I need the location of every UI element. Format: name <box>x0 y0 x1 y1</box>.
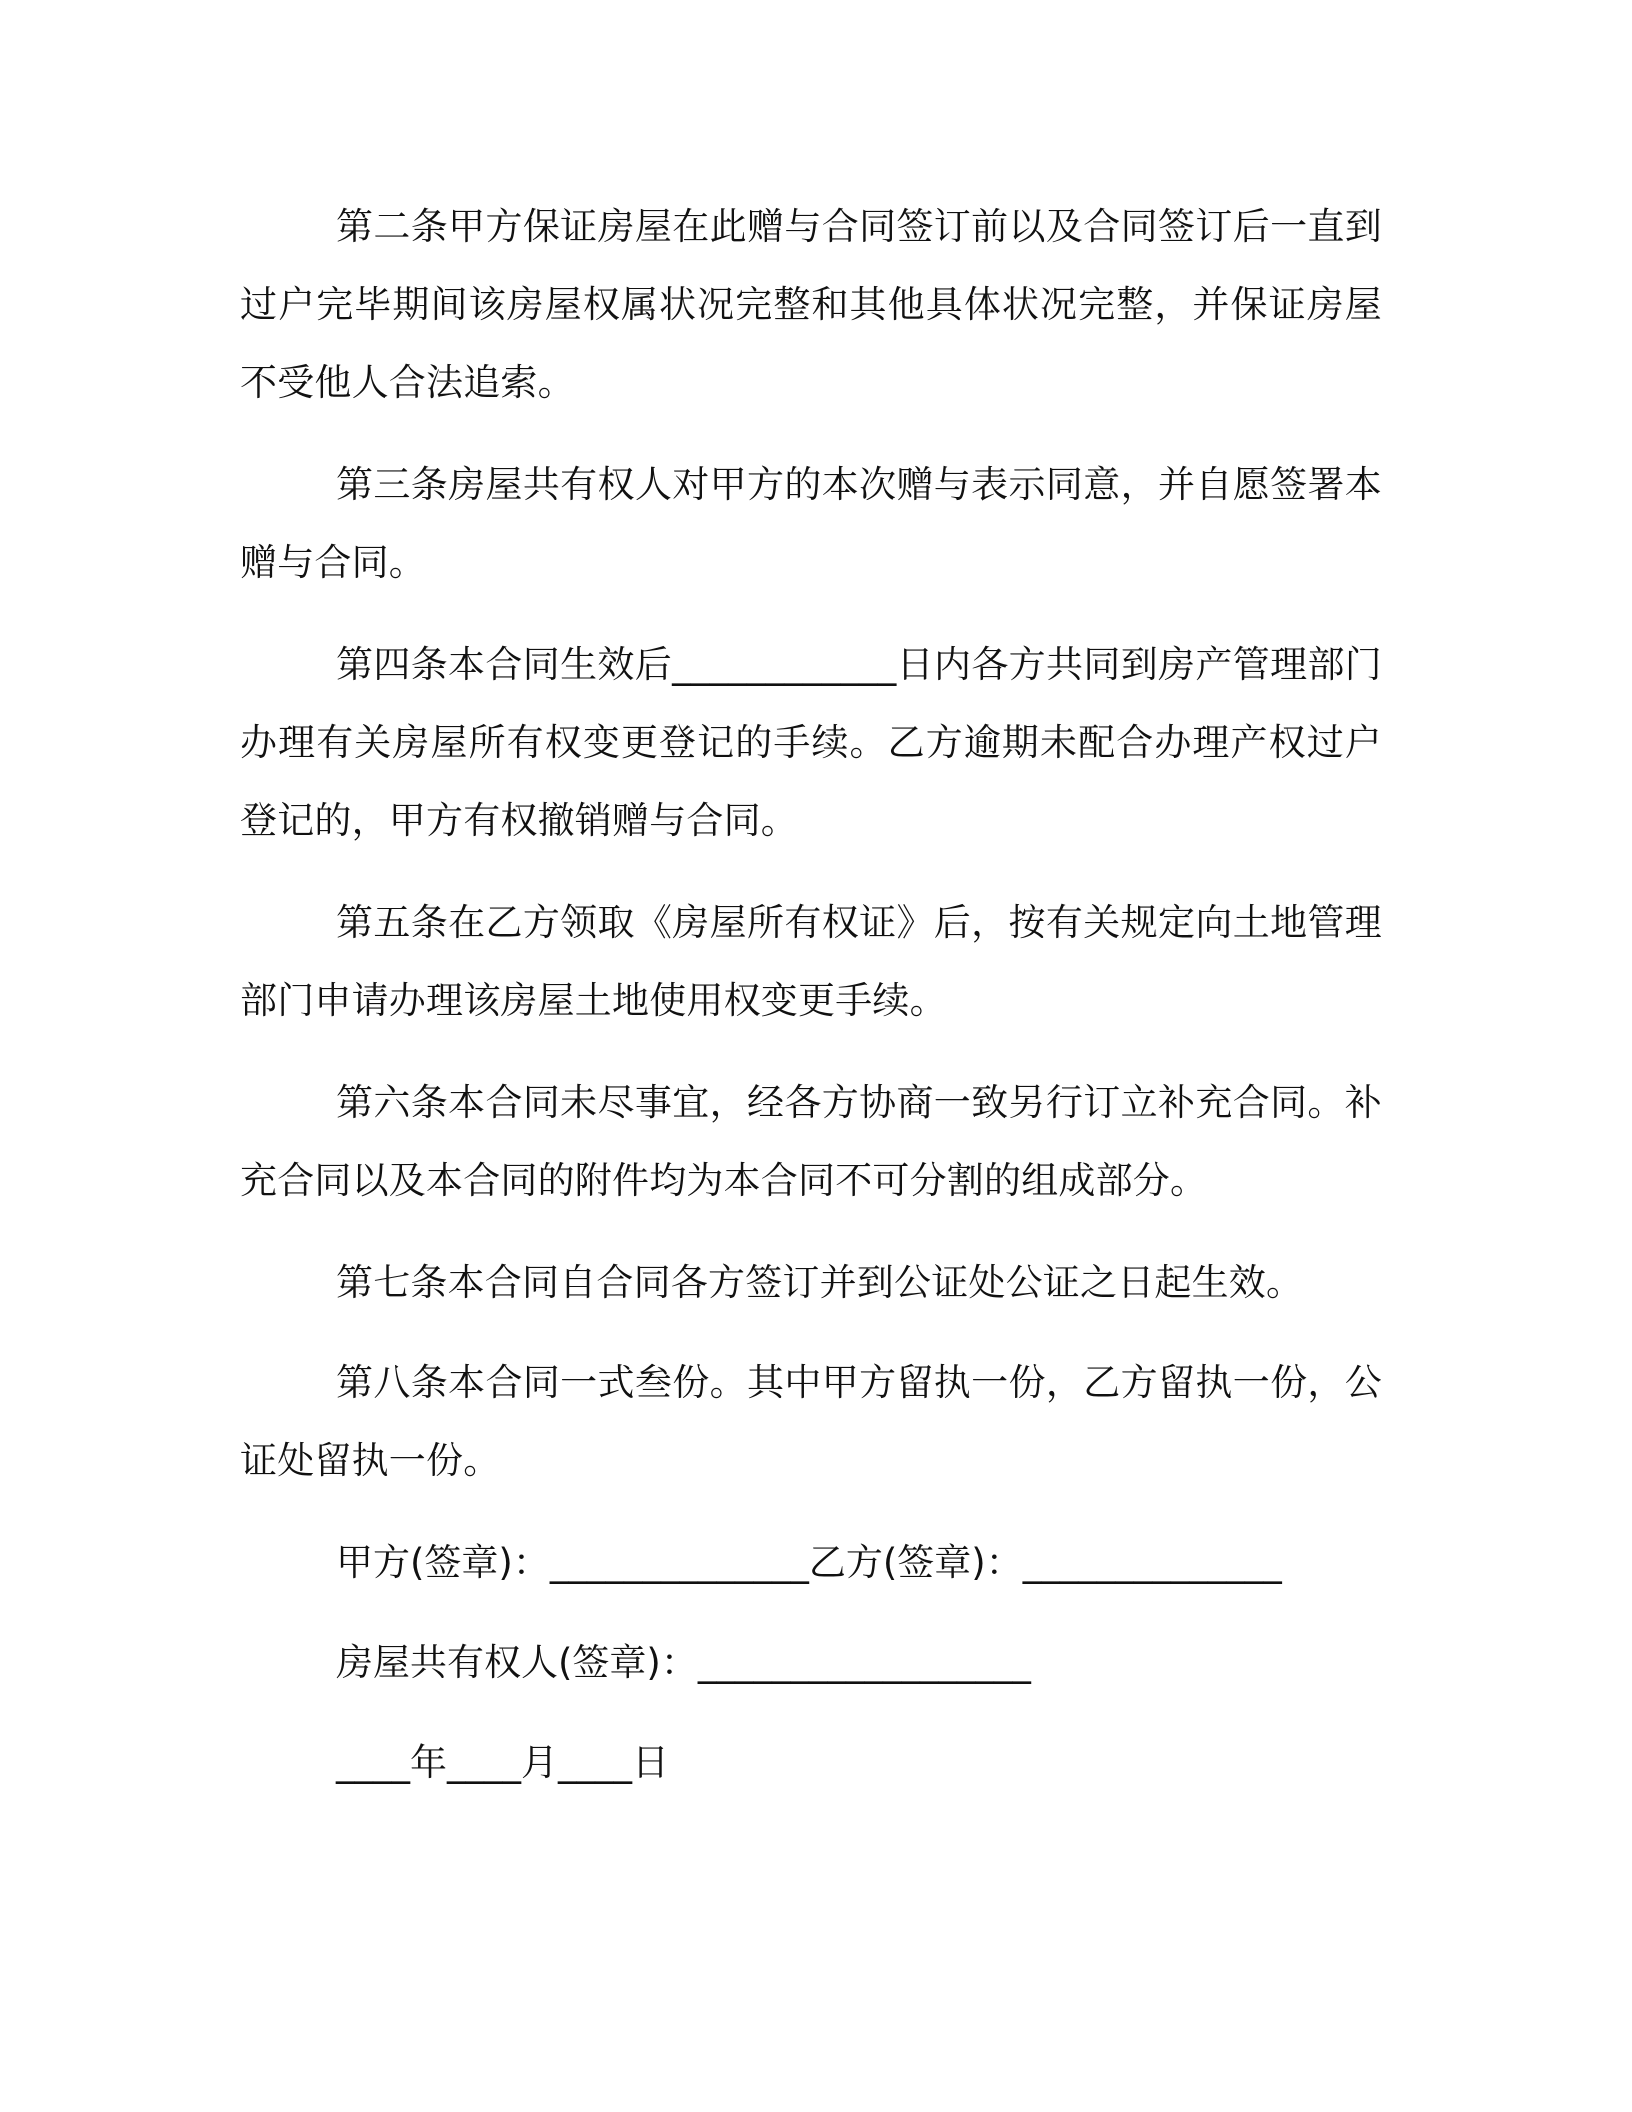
article-8: 第八条本合同一式叁份。其中甲方留执一份，乙方留执一份，公证处留执一份。 <box>240 1361 1382 1482</box>
article-2: 第二条甲方保证房屋在此赠与合同签订前以及合同签订后一直到过户完毕期间该房屋权属状况完整和其他具体状况完整，并保证房屋不受他人合法追索。 <box>240 205 1382 404</box>
article-7: 第七条本合同自合同各方签订并到公证处公证之日起生效。 <box>336 1261 1304 1304</box>
signature-party-a-b: 甲方(签章)：______________乙方(签章)：______________ <box>336 1541 1282 1584</box>
article-3: 第三条房屋共有权人对甲方的本次赠与表示同意，并自愿签署本赠与合同。 <box>240 463 1382 584</box>
article-4: 第四条本合同生效后____________日内各方共同到房产管理部门办理有关房屋所有权变更登记的手续。乙方逾期未配合办理产权过户登记的，甲方有权撤销赠与合同。 <box>240 643 1382 842</box>
article-5: 第五条在乙方领取《房屋所有权证》后，按有关规定向土地管理部门申请办理该房屋土地使用权变更手续。 <box>240 901 1382 1022</box>
document-page <box>240 188 1382 1824</box>
signature-co-owner: 房屋共有权人(签章)：__________________ <box>336 1641 1031 1684</box>
article-6: 第六条本合同未尽事宜，经各方协商一致另行订立补充合同。补充合同以及本合同的附件均为本合同不可分割的组成部分。 <box>240 1081 1382 1202</box>
signature-date: ____年____月____日 <box>336 1741 669 1784</box>
